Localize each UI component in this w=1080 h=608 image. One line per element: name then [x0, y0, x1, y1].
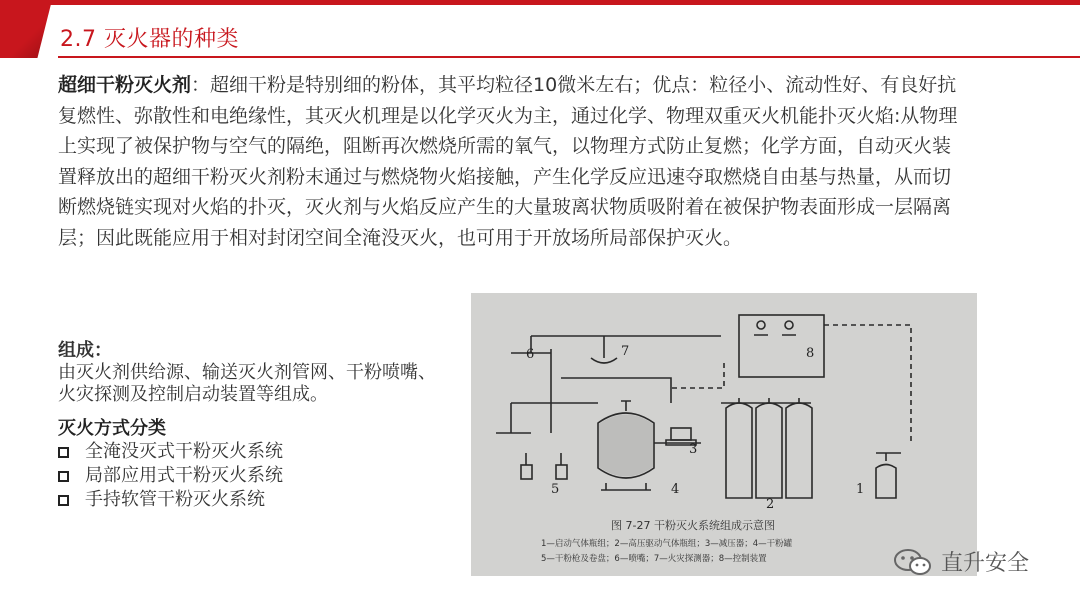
composition-block	[58, 340, 488, 406]
label-5: 5	[551, 482, 560, 497]
wechat-icon	[893, 547, 933, 577]
label-1: 1	[856, 482, 865, 497]
watermark-name: 直升安全	[941, 551, 1030, 576]
classification-list	[58, 440, 283, 512]
composition-heading: 组成：	[58, 340, 112, 361]
composition-text-2: 火灾探测及控制启动装置等组成。	[58, 384, 328, 405]
label-4: 4	[671, 482, 680, 497]
list-item: 全淹没灭式干粉灭火系统	[58, 440, 283, 464]
page-title: 2.7 灭火器的种类	[60, 27, 239, 52]
header-top-bar	[0, 0, 1080, 5]
label-6: 6	[526, 347, 535, 362]
figure-legend-2: 5—干粉枪及卷盘；6—喷嘴；7—火灾探测器；8—控制装置	[541, 554, 767, 564]
system-schematic	[471, 293, 977, 576]
header-divider	[58, 56, 1080, 58]
term-description: ：超细干粉是特别细的粉体，其平均粒径10微米左右；优点：粒径小、流动性好、有良好抗复燃性、弥散性和电绝缘性，其灭火机理是以化学灭火为主，通过化学、物理双重灭火机能扑灭火焰:从物理上实现了被保护物与空气的隔绝，阻断再次燃烧所需的氧气，以物理方式防止复燃；化学方面，自动灭火装置释放出的超细干粉灭火剂粉末通过与燃烧物火焰接触，产生化学反应迅速夺取燃烧自由基与热量，从而切断燃烧链实现对火焰的扑灭，灭火剂与火焰反应产生的大量玻离状物质吸附着在被保护物表面形成一层隔离层；因此既能应用于相对封闭空间全淹没灭火，也可用于开放场所局部保护灭火。	[58, 74, 958, 249]
checkbox-square-icon	[58, 447, 69, 458]
description-paragraph	[58, 70, 958, 253]
checkbox-square-icon	[58, 471, 69, 482]
figure-legend-1: 1—启动气体瓶组；2—高压驱动气体瓶组；3—减压器；4—干粉罐	[541, 539, 793, 549]
system-diagram-photo	[471, 293, 977, 576]
figure-caption: 图 7-27 干粉灭火系统组成示意图	[611, 519, 775, 532]
classification-heading: 灭火方式分类	[58, 418, 166, 439]
label-2: 2	[766, 497, 775, 512]
composition-text-1: 由灭火剂供给源、输送灭火剂管网、干粉喷嘴、	[58, 362, 436, 383]
label-7: 7	[621, 344, 630, 359]
checkbox-square-icon	[58, 495, 69, 506]
label-8: 8	[806, 346, 815, 361]
watermark	[893, 546, 1029, 577]
list-item: 局部应用式干粉灭火系统	[58, 464, 283, 488]
header-accent-tab	[0, 0, 52, 58]
label-3: 3	[689, 442, 698, 457]
term-label: 超细干粉灭火剂	[58, 74, 192, 96]
list-item: 手持软管干粉灭火系统	[58, 488, 283, 512]
